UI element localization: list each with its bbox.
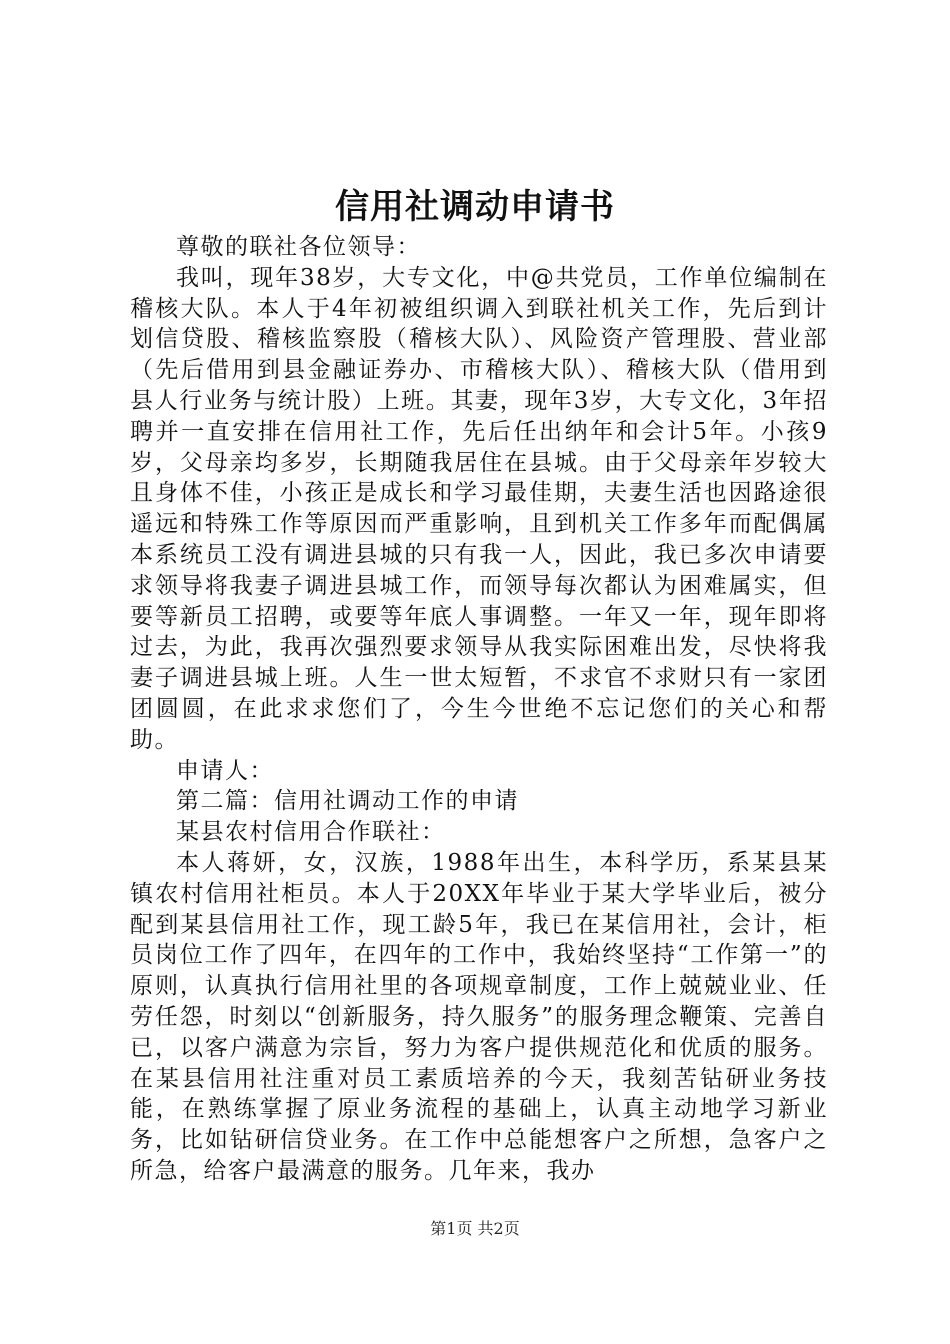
document-title: 信用社调动申请书 (335, 187, 615, 227)
recipient-line: 某县农村信用合作联社： (176, 819, 446, 846)
body-paragraph: 本人蒋妍，女，汉族，1988年出生，本科学历，系某县某镇农村信用社柜员。本人于20XX年毕业于某大学毕业后，被分配到某县信用社工作，现工龄5年，我已在某信用社，会计，柜员岗位工作了四年，在四年的工作中，我始终坚持“工作第一”的原则，认真执行信用社里的各项规章制度，工作上兢兢业业、任劳任怨，时刻以“创新服务，持久服务”的服务理念鞭策、完善自已，以客户满意为宗旨，努力为客户提供规范化和优质的服务。在某县信用社注重对员工素质培养的今天，我刻苦钻研业务技能，在熟练掌握了原业务流程的基础上，认真主动地学习新业务，比如钻研信贷业务。在工作中总能想客户之所想，急客户之所急，给客户最满意的服务。几年来，我办 (130, 849, 828, 1184)
applicant-line: 申请人： (176, 757, 274, 784)
page-number: 第1页 共2页 (430, 1219, 520, 1238)
document-body (130, 232, 828, 1187)
body-paragraph: 我叫，现年38岁，大专文化，中@共党员，工作单位编制在稽核大队。本人于4年初被组织调入到联社机关工作，先后到计划信贷股、稽核监察股（稽核大队）、风险资产管理股、营业部（先后借用到县金融证券办、市稽核大队）、稽核大队（借用到县人行业务与统计股）上班。其妻，现年3岁，大专文化，3年招聘并一直安排在信用社工作，先后任出纳年和会计5年。小孩9岁，父母亲均多岁，长期随我居住在县城。由于父母亲年岁较大且身体不佳，小孩正是成长和学习最佳期，夫妻生活也因路途很遥远和特殊工作等原因而严重影响，且到机关工作多年而配偶属本系统员工没有调进县城的只有我一人，因此，我已多次申请要求领导将我妻子调进县城工作，而领导每次都认为困难属实，但要等新员工招聘，或要等年底人事调整。一年又一年，现年即将过去，为此，我再次强烈要求领导从我实际困难出发，尽快将我妻子调进县城上班。人生一世太短暂，不求官不求财只有一家团团圆圆，在此求求您们了，今生今世绝不忘记您们的关心和帮助。 (130, 264, 828, 753)
section-heading: 第二篇：信用社调动工作的申请 (176, 788, 519, 815)
salutation: 尊敬的联社各位领导： (176, 234, 421, 260)
